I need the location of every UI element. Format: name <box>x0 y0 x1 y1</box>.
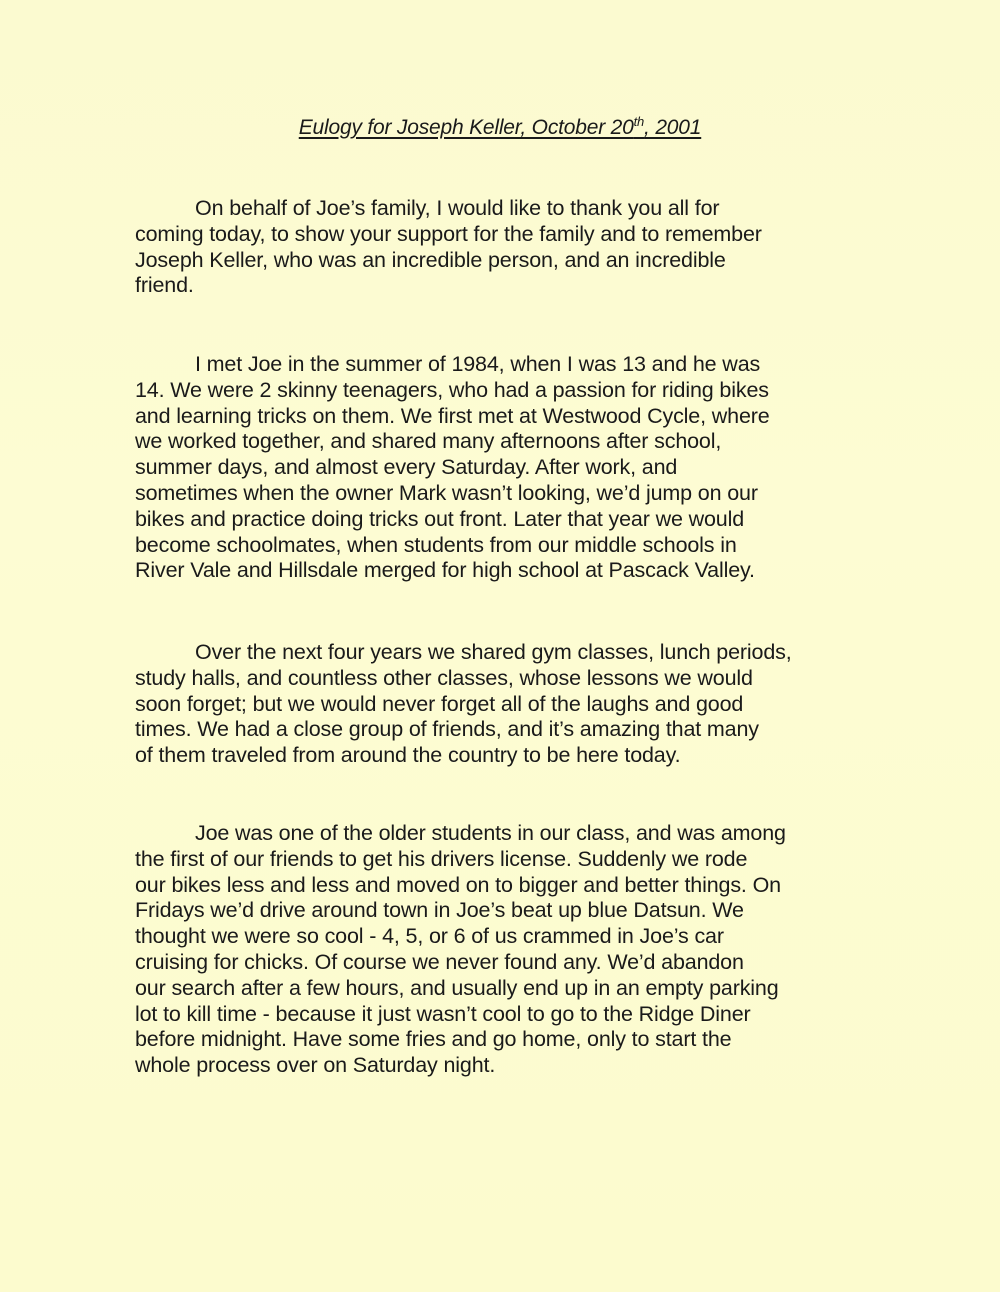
title-superscript: th <box>633 114 645 129</box>
paragraph-line: the first of our friends to get his drivers license. Suddenly we rode <box>135 846 748 871</box>
paragraph-line: coming today, to show your support for the family and to remember <box>135 221 762 246</box>
paragraph-line: our bikes less and less and moved on to bigger and better things. On <box>135 872 781 897</box>
paragraph-line: whole process over on Saturday night. <box>135 1053 496 1078</box>
paragraph-3 <box>135 640 845 769</box>
paragraph-line: Over the next four years we shared gym classes, lunch periods, <box>195 640 792 664</box>
paragraph-line: 14. We were 2 skinny teenagers, who had a passion for riding bikes <box>135 377 769 402</box>
paragraph-line: our search after a few hours, and usually end up in an empty parking <box>135 975 779 1000</box>
paragraph-line: River Vale and Hillsdale merged for high school at Pascack Valley. <box>135 558 755 583</box>
paragraph-4 <box>135 821 845 1079</box>
paragraph-line: I met Joe in the summer of 1984, when I was 13 and he was <box>195 352 761 376</box>
paragraph-line: summer days, and almost every Saturday. After work, and <box>135 455 678 480</box>
paragraph-line: bikes and practice doing tricks out front. Later that year we would <box>135 506 744 531</box>
paragraph-1 <box>135 196 845 299</box>
paragraph-2 <box>135 352 845 584</box>
document-title <box>0 116 1000 140</box>
paragraph-line: Joseph Keller, who was an incredible person, and an incredible <box>135 247 726 272</box>
title-suffix: , 2001 <box>644 116 702 139</box>
paragraph-line: times. We had a close group of friends, and it’s amazing that many <box>135 717 759 742</box>
title-prefix: Eulogy for Joseph Keller, October 20 <box>298 116 634 139</box>
paragraph-line: Joe was one of the older students in our class, and was among <box>195 821 786 845</box>
paragraph-line: sometimes when the owner Mark wasn’t looking, we’d jump on our <box>135 480 758 505</box>
paragraph-line: On behalf of Joe’s family, I would like to thank you all for <box>195 196 720 220</box>
paragraph-line: lot to kill time - because it just wasn’t cool to go to the Ridge Diner <box>135 1001 751 1026</box>
paragraph-line: study halls, and countless other classes, whose lessons we would <box>135 665 753 690</box>
paragraph-line: become schoolmates, when students from our middle schools in <box>135 532 737 557</box>
paragraph-line: thought we were so cool - 4, 5, or 6 of us crammed in Joe’s car <box>135 924 724 949</box>
paragraph-line: we worked together, and shared many afternoons after school, <box>135 429 722 454</box>
paragraph-line: soon forget; but we would never forget all of the laughs and good <box>135 691 744 716</box>
paragraph-line: cruising for chicks. Of course we never found any. We’d abandon <box>135 949 744 974</box>
paragraph-line: of them traveled from around the country to be here today. <box>135 743 681 768</box>
paragraph-line: and learning tricks on them. We first met at Westwood Cycle, where <box>135 403 770 428</box>
paragraph-line: friend. <box>135 273 194 298</box>
paragraph-line: before midnight. Have some fries and go home, only to start the <box>135 1027 732 1052</box>
paragraph-line: Fridays we’d drive around town in Joe’s beat up blue Datsun. We <box>135 898 744 923</box>
